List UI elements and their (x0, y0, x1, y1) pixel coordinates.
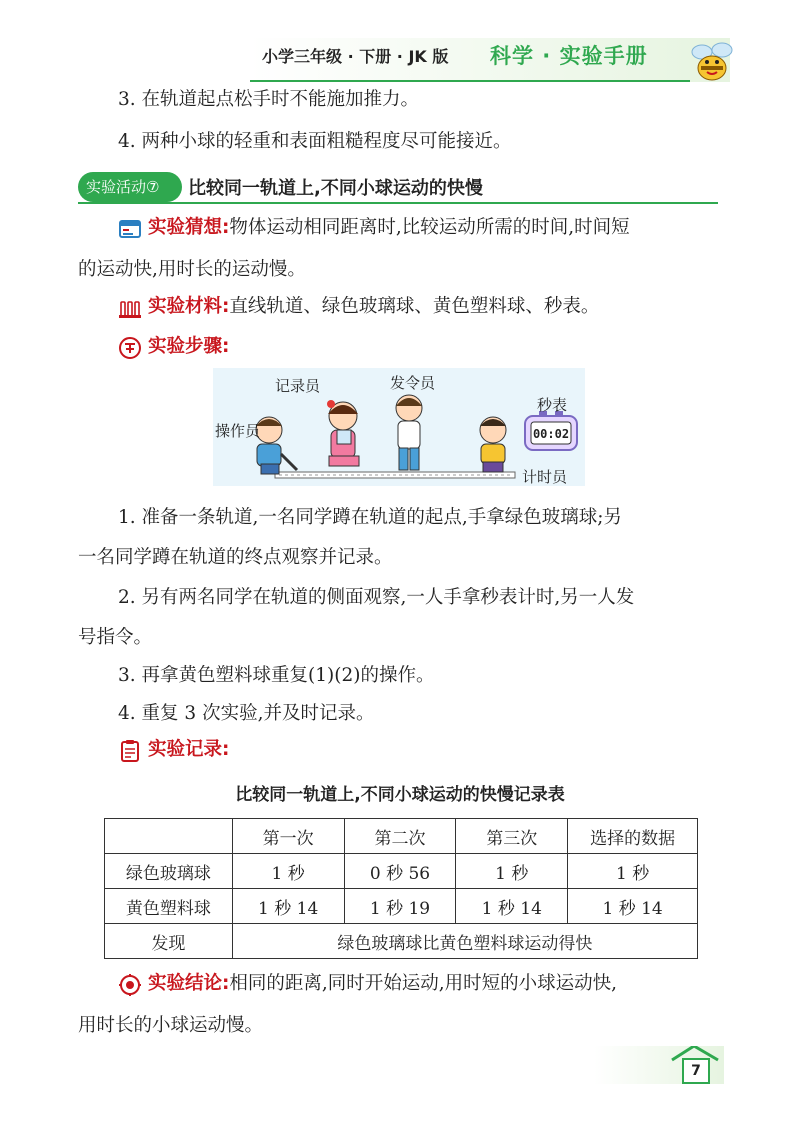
step1-line2: 一名同学蹲在轨道的终点观察并记录。 (78, 547, 393, 568)
bee-mascot-icon (688, 38, 736, 84)
step2-line1: 2. 另有两名同学在轨道的侧面观察,一人手拿秒表计时,另一人发 (118, 587, 635, 608)
table-cell: 绿色玻璃球 (105, 854, 233, 889)
table-header-cell: 第二次 (344, 819, 456, 854)
table-finding-row (105, 924, 698, 959)
step3: 3. 再拿黄色塑料球重复(1)(2)的操作。 (118, 665, 435, 686)
table-cell: 1 秒 (568, 854, 698, 889)
record-table (104, 818, 698, 959)
timer-figure (480, 417, 506, 472)
hypothesis-line1 (148, 214, 630, 242)
steps-icon (118, 336, 142, 360)
table-cell: 1 秒 14 (456, 889, 568, 924)
table-header-cell (105, 819, 233, 854)
table-header-cell: 选择的数据 (568, 819, 698, 854)
header-subject: 科学 · 实验手册 (490, 44, 648, 68)
header-divider (250, 80, 690, 82)
header-grade: 小学三年级 · 下册 · JK 版 (262, 47, 449, 66)
label-commander: 发令员 (390, 374, 436, 392)
label-recorder: 记录员 (275, 377, 321, 395)
table-header-cell: 第一次 (232, 819, 344, 854)
table-title: 比较同一轨道上,不同小球运动的快慢记录表 (235, 785, 565, 805)
recorder-figure (327, 400, 359, 466)
step1-line1: 1. 准备一条轨道,一名同学蹲在轨道的起点,手拿绿色玻璃球;另 (118, 507, 623, 528)
steps-label: 实验步骤: (148, 336, 230, 357)
prev-item-3: 3. 在轨道起点松手时不能施加推力。 (118, 89, 420, 110)
label-operator: 操作员 (215, 422, 261, 440)
table-row (105, 854, 698, 889)
hypothesis-line2: 的运动快,用时长的运动慢。 (78, 259, 306, 280)
prev-item-4: 4. 两种小球的轻重和表面粗糙程度尽可能接近。 (118, 131, 512, 152)
conclusion-icon (118, 973, 142, 997)
hypothesis-icon (118, 217, 142, 241)
activity-badge: 实验活动⑦ (78, 172, 182, 202)
table-cell: 1 秒 14 (568, 889, 698, 924)
stopwatch-display: 00:02 (532, 427, 570, 441)
table-cell: 1 秒 (232, 854, 344, 889)
materials-label: 实验材料: (148, 296, 230, 317)
activity-title: 比较同一轨道上,不同小球运动的快慢 (188, 178, 483, 199)
record-icon (118, 739, 142, 763)
activity-underline (78, 202, 718, 204)
commander-figure (396, 395, 422, 470)
record-label: 实验记录: (148, 739, 230, 760)
finding-label: 发现 (105, 924, 233, 959)
table-cell: 黄色塑料球 (105, 889, 233, 924)
label-timer: 计时员 (522, 468, 568, 486)
table-header-cell: 第三次 (456, 819, 568, 854)
table-cell: 1 秒 (456, 854, 568, 889)
conclusion-line2: 用时长的小球运动慢。 (78, 1015, 264, 1036)
label-stopwatch: 秒表 (537, 396, 568, 414)
step4: 4. 重复 3 次实验,并及时记录。 (118, 703, 375, 724)
hypothesis-text: 物体运动相同距离时,比较运动所需的时间,时间短 (229, 217, 630, 238)
materials-text: 直线轨道、绿色玻璃球、黄色塑料球、秒表。 (229, 296, 600, 317)
finding-text: 绿色玻璃球比黄色塑料球运动得快 (232, 924, 697, 959)
table-row (105, 889, 698, 924)
page-number: 7 (682, 1058, 710, 1084)
operator-figure (256, 417, 297, 474)
materials-line (148, 293, 599, 321)
conclusion-text: 相同的距离,同时开始运动,用时短的小球运动快, (229, 973, 618, 994)
table-cell: 0 秒 56 (344, 854, 456, 889)
table-cell: 1 秒 14 (232, 889, 344, 924)
materials-icon (118, 296, 142, 320)
table-header-row (105, 819, 698, 854)
step2-line2: 号指令。 (78, 627, 153, 648)
conclusion-label: 实验结论: (148, 973, 230, 994)
hypothesis-label: 实验猜想: (148, 217, 230, 238)
table-cell: 1 秒 19 (344, 889, 456, 924)
conclusion-line1 (148, 970, 617, 998)
